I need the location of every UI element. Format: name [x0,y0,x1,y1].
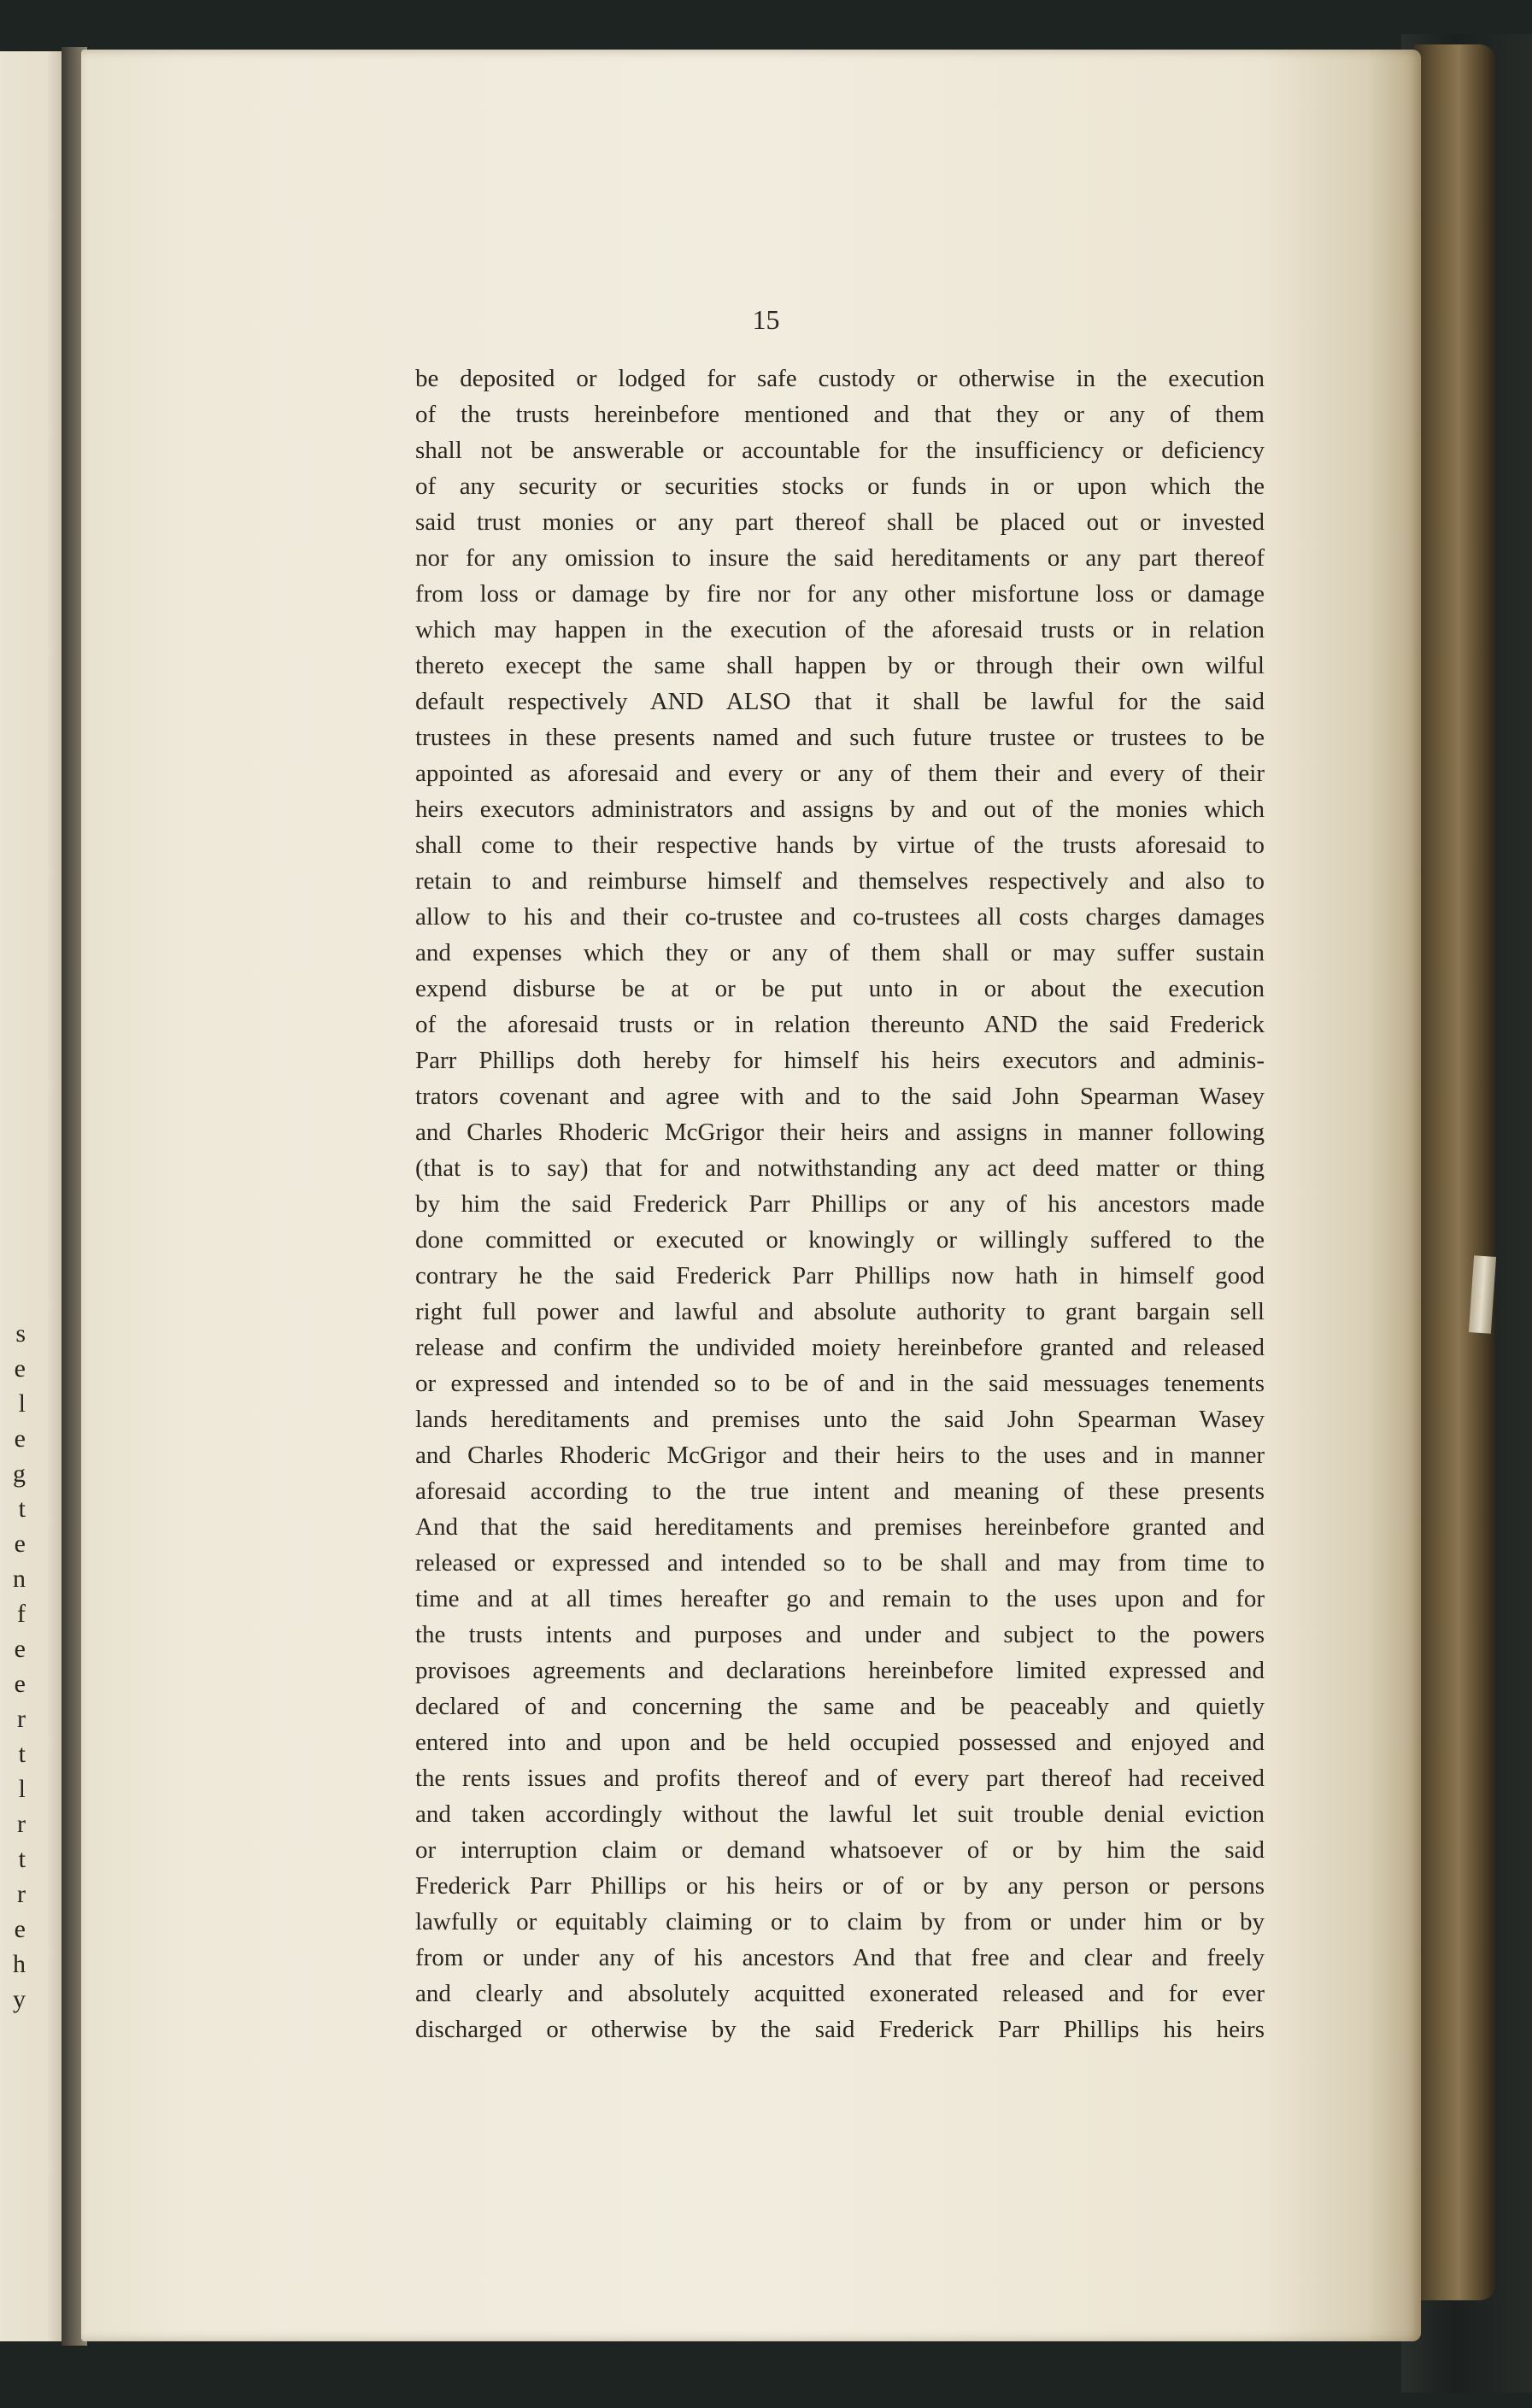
text-line: time and at all times hereafter go and remain to the uses upon and for [415,1585,1265,1612]
previous-page-letter: r [17,1705,26,1733]
previous-page-letter: e [14,1670,26,1698]
previous-page-letter: l [18,1775,26,1803]
text-line: default respectively AND ALSO that it shall be lawful for the said [415,688,1265,715]
text-line: of the trusts hereinbefore mentioned and that they or any of them [415,401,1265,428]
previous-page-letter: e [14,1530,26,1558]
text-line: (that is to say) that for and notwithstanding any act deed matter or thing [415,1154,1265,1182]
body-text [415,361,1265,2047]
previous-page-letter: e [14,1635,26,1663]
text-line: expend disburse be at or be put unto in or about the execution [415,975,1265,1002]
previous-page-letter: y [13,1985,26,2013]
text-line: release and confirm the undivided moiety hereinbefore granted and released [415,1334,1265,1361]
text-line: heirs executors administrators and assigns by and out of the monies which [415,796,1265,823]
previous-page-letter: t [18,1845,26,1873]
text-line: from or under any of his ancestors And that free and clear and freely [415,1944,1265,1971]
text-line: released or expressed and intended so to be shall and may from time to [415,1549,1265,1577]
text-line: discharged or otherwise by the said Frederick Parr Phillips his heirs [415,2016,1265,2043]
previous-page-letter: s [15,1319,26,1348]
text-line: shall come to their respective hands by virtue of the trusts aforesaid to [415,831,1265,859]
text-line: and expenses which they or any of them shall or may suffer sustain [415,939,1265,966]
text-line: of any security or securities stocks or funds in or upon which the [415,473,1265,500]
text-line: or expressed and intended so to be of and in the said messuages tenements [415,1370,1265,1397]
page-number: 15 [752,304,780,335]
previous-page-letter: f [17,1600,26,1628]
page-edges [1414,44,1495,2300]
text-line: be deposited or lodged for safe custody or otherwise in the execution [415,365,1265,392]
previous-page-letter: g [13,1459,26,1488]
previous-page-letter: e [14,1354,26,1383]
previous-page-letter: t [18,1740,26,1768]
text-line: allow to his and their co-trustee and co-trustees all costs charges damages [415,903,1265,931]
text-line: entered into and upon and be held occupied possessed and enjoyed and [415,1729,1265,1756]
text-line: And that the said hereditaments and premises hereinbefore granted and [415,1513,1265,1541]
text-line: retain to and reimburse himself and themselves respectively and also to [415,867,1265,895]
text-line: thereto execept the same shall happen by or through their own wilful [415,652,1265,679]
previous-page-letter: h [13,1950,26,1978]
text-line: which may happen in the execution of the aforesaid trusts or in relation [415,616,1265,643]
text-line: said trust monies or any part thereof shall be placed out or invested [415,508,1265,536]
text-line: and clearly and absolutely acquitted exonerated released and for ever [415,1980,1265,2007]
text-line: trustees in these presents named and such future trustee or trustees to be [415,724,1265,751]
text-line: and Charles Rhoderic McGrigor and their heirs to the uses and in manner [415,1442,1265,1469]
previous-page-letter: l [18,1389,26,1418]
previous-page-letter: r [17,1810,26,1838]
text-line: trators covenant and agree with and to the said John Spearman Wasey [415,1083,1265,1110]
previous-page-letter: n [13,1565,26,1593]
text-line: Parr Phillips doth hereby for himself his heirs executors and adminis- [415,1047,1265,1074]
previous-page-letter: e [14,1424,26,1453]
text-line: lands hereditaments and premises unto the said John Spearman Wasey [415,1406,1265,1433]
text-line: lawfully or equitably claiming or to claim by from or under him or by [415,1908,1265,1935]
text-line: the rents issues and profits thereof and of every part thereof had received [415,1765,1265,1792]
text-line: shall not be answerable or accountable for the insufficiency or deficiency [415,437,1265,464]
text-line: nor for any omission to insure the said hereditaments or any part thereof [415,544,1265,572]
text-line: or interruption claim or demand whatsoever of or by him the said [415,1836,1265,1864]
text-line: Frederick Parr Phillips or his heirs or of or by any person or persons [415,1872,1265,1900]
text-line: appointed as aforesaid and every or any of them their and every of their [415,760,1265,787]
previous-page-letter: e [14,1915,26,1943]
text-line: and taken accordingly without the lawful let suit trouble denial eviction [415,1800,1265,1828]
text-line: declared of and concerning the same and be peaceably and quietly [415,1693,1265,1720]
text-line: from loss or damage by fire nor for any other misfortune loss or damage [415,580,1265,608]
previous-page-edge [0,51,67,2341]
text-line: done committed or executed or knowingly or willingly suffered to the [415,1226,1265,1254]
text-line: provisoes agreements and declarations hereinbefore limited expressed and [415,1657,1265,1684]
text-line: and Charles Rhoderic McGrigor their heirs and assigns in manner following [415,1119,1265,1146]
previous-page-letter: t [18,1495,26,1523]
text-line: aforesaid according to the true intent and meaning of these presents [415,1477,1265,1505]
text-line: of the aforesaid trusts or in relation thereunto AND the said Frederick [415,1011,1265,1038]
text-line: the trusts intents and purposes and under and subject to the powers [415,1621,1265,1648]
text-line: right full power and lawful and absolute authority to grant bargain sell [415,1298,1265,1325]
text-line: contrary he the said Frederick Parr Phillips now hath in himself good [415,1262,1265,1289]
text-line: by him the said Frederick Parr Phillips or any of his ancestors made [415,1190,1265,1218]
previous-page-fragments [0,1316,26,2017]
previous-page-letter: r [17,1880,26,1908]
